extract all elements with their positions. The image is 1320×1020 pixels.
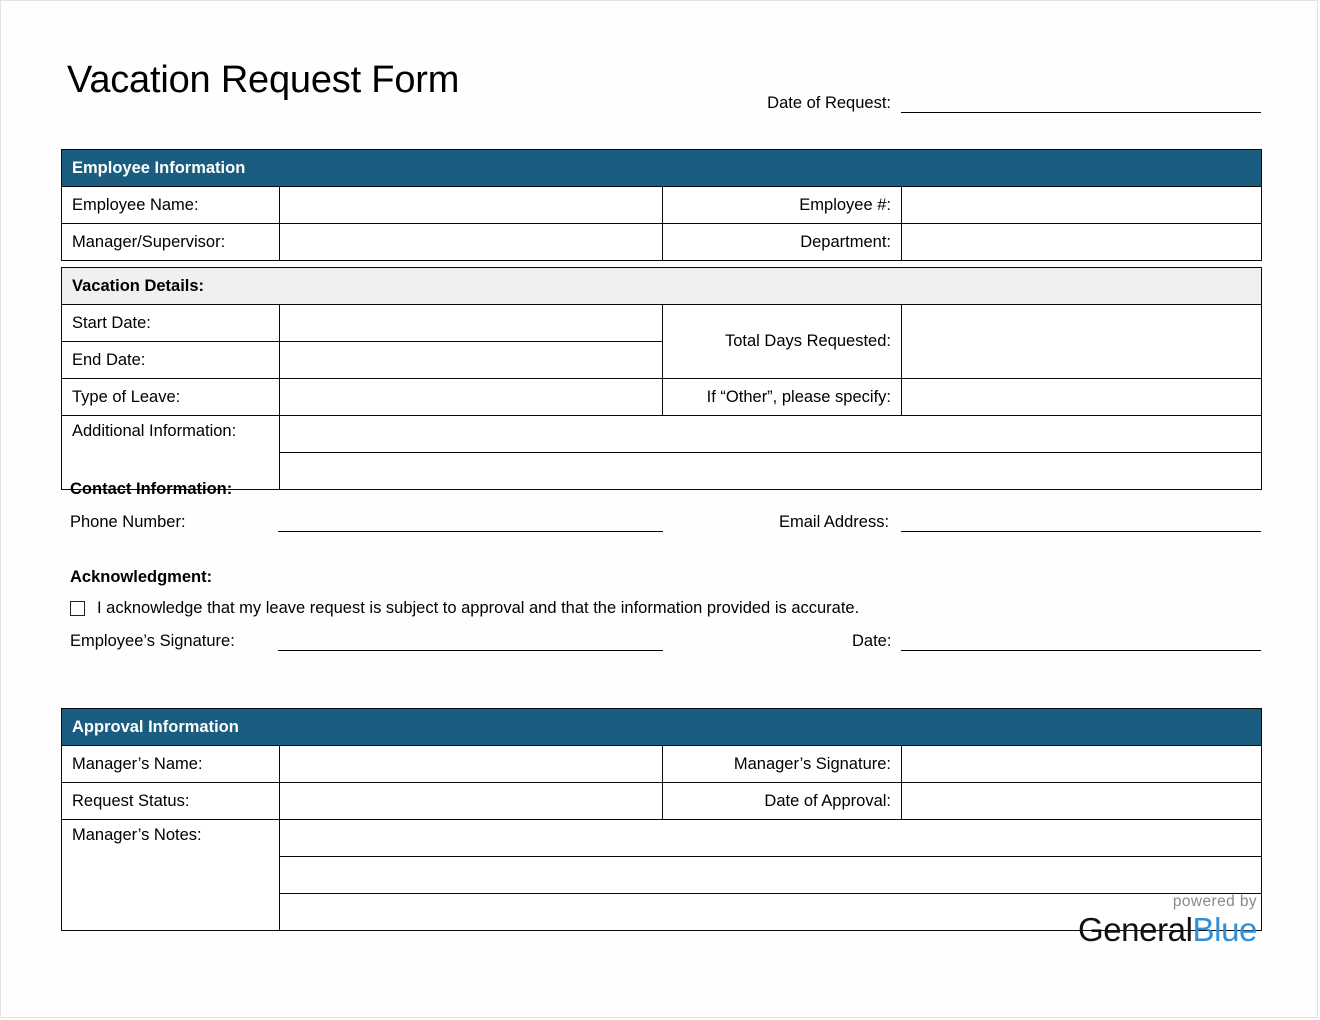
signature-date-label: Date: — [852, 632, 892, 650]
employee-signature-label: Employee’s Signature: — [70, 632, 235, 650]
contact-information-heading: Contact Information: — [70, 480, 233, 498]
employee-information-heading: Employee Information — [62, 150, 1262, 187]
table-row — [62, 783, 1262, 820]
employee-name-label: Employee Name: — [62, 187, 280, 224]
acknowledgment-heading: Acknowledgment: — [70, 568, 213, 586]
start-date-label: Start Date: — [62, 305, 280, 342]
date-of-request-input[interactable] — [901, 93, 1261, 113]
manager-notes-label: Manager’s Notes: — [62, 820, 280, 931]
manager-name-input[interactable] — [280, 746, 663, 783]
email-address-label: Email Address: — [779, 513, 890, 531]
date-of-request-label: Date of Request: — [767, 94, 891, 112]
phone-number-input[interactable] — [278, 510, 663, 532]
manager-supervisor-label: Manager/Supervisor: — [62, 224, 280, 261]
additional-information-input-line1[interactable] — [280, 416, 1262, 453]
other-specify-input[interactable] — [902, 379, 1262, 416]
additional-information-label: Additional Information: — [62, 416, 280, 490]
employee-signature-input[interactable] — [278, 629, 663, 651]
table-row — [62, 187, 1262, 224]
acknowledgment-statement-row — [70, 598, 1261, 618]
brand-wordmark — [1078, 911, 1257, 948]
powered-by-label: powered by — [1172, 893, 1257, 910]
end-date-input[interactable] — [280, 342, 663, 379]
employee-number-input[interactable] — [902, 187, 1262, 224]
brand-blue: Blue — [1192, 910, 1257, 948]
table-row — [62, 224, 1262, 261]
contact-fields-row — [61, 510, 1261, 542]
type-of-leave-input[interactable] — [280, 379, 663, 416]
date-of-approval-label: Date of Approval: — [663, 783, 902, 820]
manager-supervisor-input[interactable] — [280, 224, 663, 261]
contact-information-section — [61, 479, 1261, 542]
date-of-approval-input[interactable] — [902, 783, 1262, 820]
generalblue-logo — [1078, 894, 1257, 946]
approval-information-heading: Approval Information — [62, 709, 1262, 746]
table-row — [62, 150, 1262, 187]
email-address-input[interactable] — [901, 510, 1261, 532]
table-row — [62, 416, 1262, 453]
employee-number-label: Employee #: — [663, 187, 902, 224]
manager-notes-input-line2[interactable] — [280, 857, 1262, 894]
end-date-label: End Date: — [62, 342, 280, 379]
table-row — [62, 379, 1262, 416]
manager-signature-label: Manager’s Signature: — [663, 746, 902, 783]
manager-signature-input[interactable] — [902, 746, 1262, 783]
total-days-requested-input[interactable] — [902, 305, 1262, 379]
total-days-requested-label: Total Days Requested: — [663, 305, 902, 379]
form-header — [61, 59, 1261, 129]
table-row — [62, 268, 1262, 305]
vacation-details-table — [61, 267, 1262, 490]
page-title: Vacation Request Form — [67, 59, 460, 101]
brand-general: General — [1077, 910, 1193, 948]
manager-name-label: Manager’s Name: — [62, 746, 280, 783]
acknowledgment-checkbox[interactable] — [70, 601, 85, 616]
signature-row — [61, 628, 1261, 660]
request-status-input[interactable] — [280, 783, 663, 820]
type-of-leave-label: Type of Leave: — [62, 379, 280, 416]
vacation-details-heading: Vacation Details: — [62, 268, 1262, 305]
acknowledgment-statement: I acknowledge that my leave request is subject to approval and that the information provided is accurate. — [97, 599, 860, 617]
employee-information-table — [61, 149, 1262, 261]
start-date-input[interactable] — [280, 305, 663, 342]
phone-number-label: Phone Number: — [70, 513, 186, 531]
department-label: Department: — [663, 224, 902, 261]
table-row — [62, 746, 1262, 783]
table-row — [62, 709, 1262, 746]
manager-notes-input-line1[interactable] — [280, 820, 1262, 857]
employee-name-input[interactable] — [280, 187, 663, 224]
acknowledgment-section — [61, 567, 1261, 660]
date-of-request-field — [767, 93, 1261, 113]
signature-date-input[interactable] — [901, 629, 1261, 651]
department-input[interactable] — [902, 224, 1262, 261]
request-status-label: Request Status: — [62, 783, 280, 820]
table-row — [62, 305, 1262, 342]
other-specify-label: If “Other”, please specify: — [663, 379, 902, 416]
table-row — [62, 820, 1262, 857]
